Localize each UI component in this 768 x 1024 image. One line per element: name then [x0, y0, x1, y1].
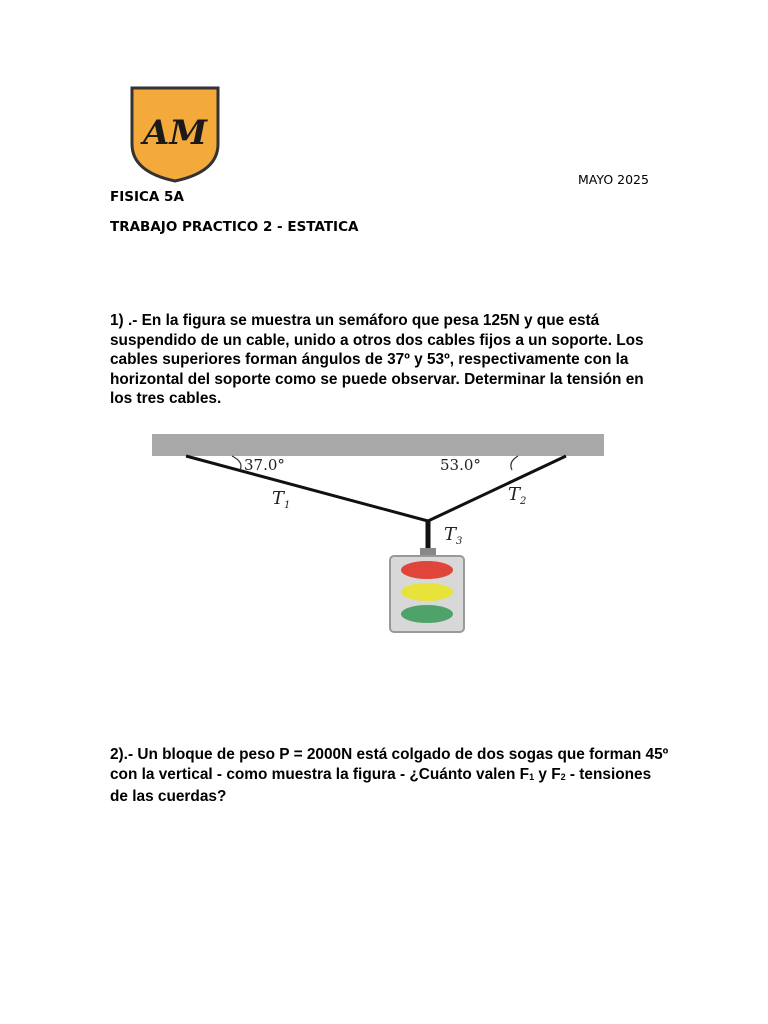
green-light: [401, 605, 453, 623]
assignment-title: TRABAJO PRACTICO 2 - ESTATICA: [110, 219, 359, 235]
t2-label: $T_2$: [508, 484, 527, 507]
course-title: FISICA 5A: [110, 189, 184, 205]
date: MAYO 2025: [578, 172, 649, 187]
yellow-light: [401, 583, 453, 601]
cable-t1: [186, 456, 428, 521]
angle-left-label: 37.0°: [244, 456, 285, 474]
traffic-light: [390, 548, 464, 632]
logo-monogram: AM: [142, 113, 208, 153]
t3-label: $T_3$: [444, 524, 463, 547]
school-logo: [128, 84, 222, 184]
ceiling-support: [152, 434, 604, 456]
question-2: 2).- Un bloque de peso P = 2000N está colgado de dos sogas que forman 45º con la vertical - como muestra la figura - ¿Cuánto valen $F_1$ y $F_2$ - tensiones de las cuerdas?: [110, 746, 669, 806]
t1-label: $T_1$: [272, 488, 291, 511]
question-1: 1) .- En la figura se muestra un semáforo que pesa 125N y que está suspendido de un cable, unido a otros dos cables fijos a un soporte. Los cables superiores forman ángulos de 37º y 53º, respectivamente con la horizontal del soporte como se puede observar. Determinar la tensión en los tres cables.: [110, 312, 644, 408]
traffic-light-figure: [140, 428, 640, 648]
red-light: [401, 561, 453, 579]
angle-right-label: 53.0°: [440, 456, 481, 474]
